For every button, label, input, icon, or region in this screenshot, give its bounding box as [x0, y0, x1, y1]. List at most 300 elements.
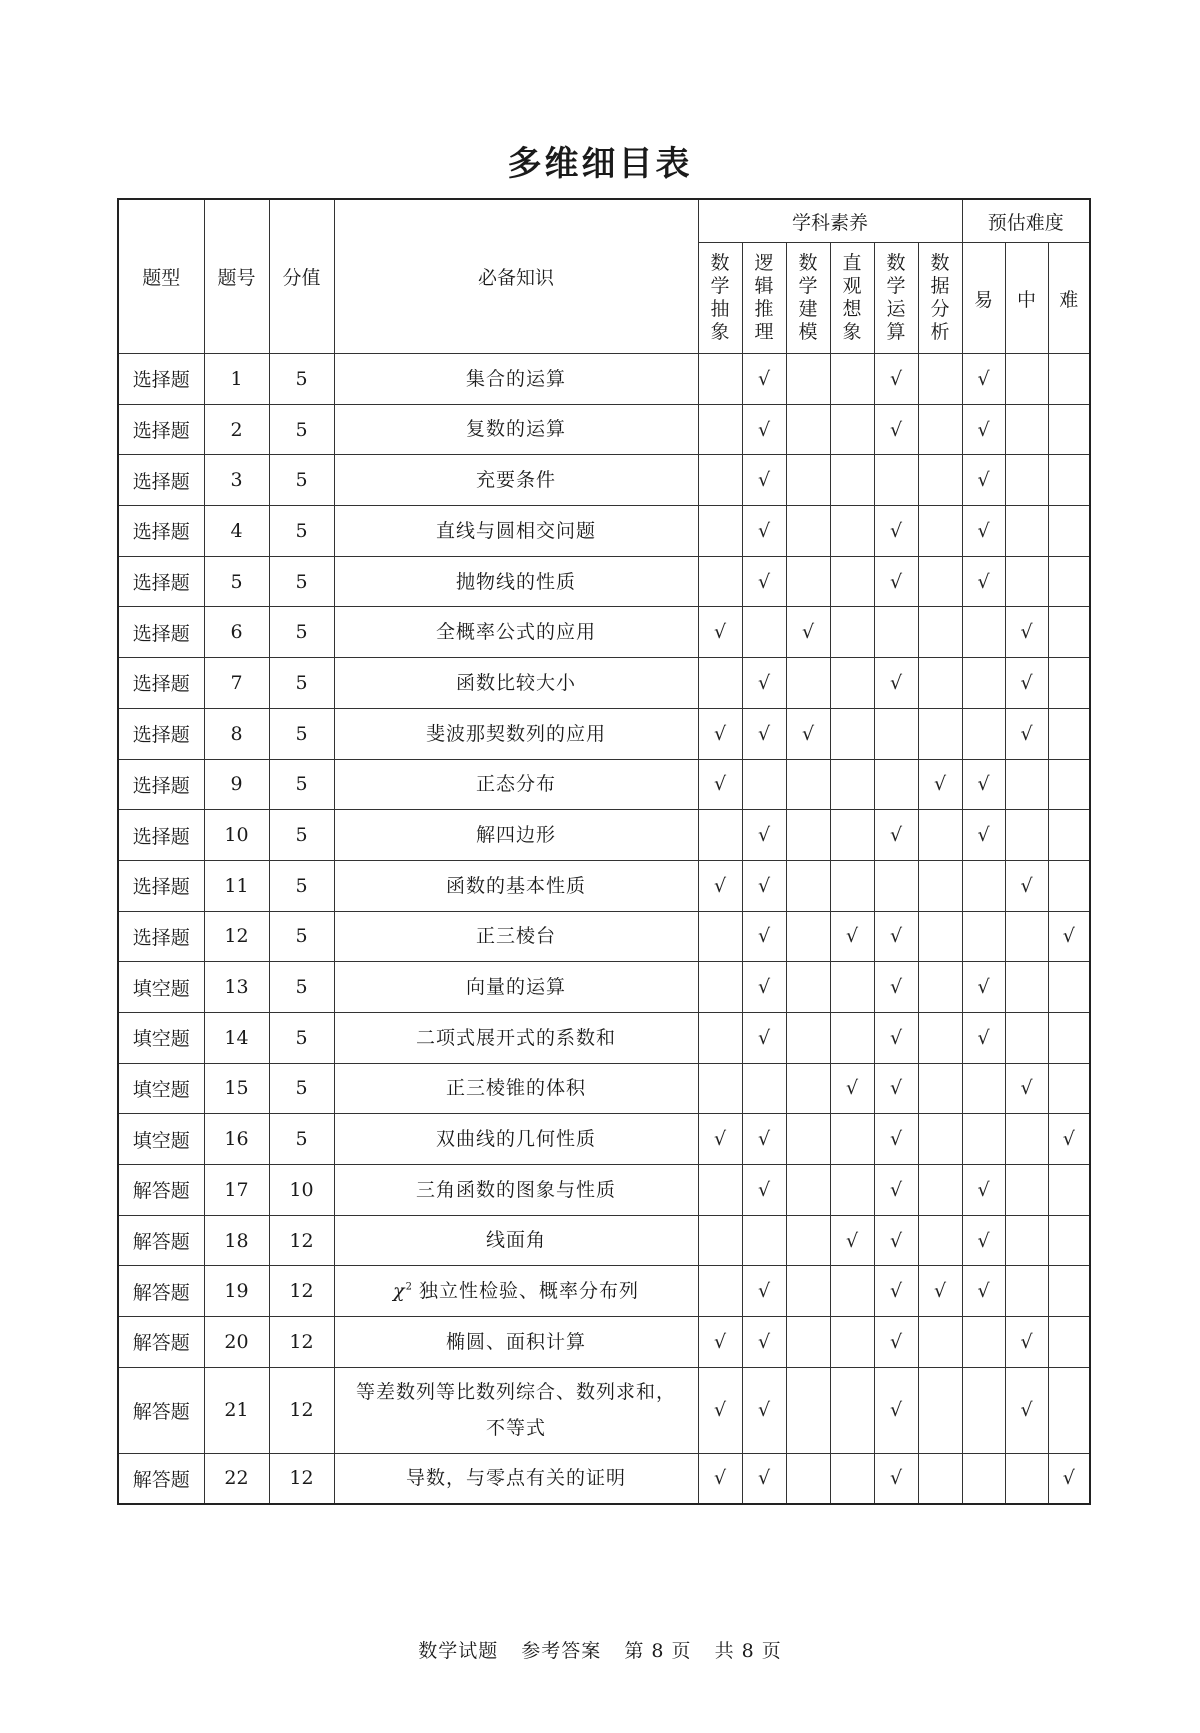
difficulty-medium-cell: [1005, 962, 1048, 1013]
table-row: [118, 1367, 1090, 1453]
difficulty-easy-cell: √: [962, 962, 1005, 1013]
literacy-data-analysis-cell: [918, 1317, 962, 1368]
literacy-data-analysis-cell: √: [918, 1266, 962, 1317]
literacy-intuition-cell: [830, 1165, 874, 1216]
table-row: [118, 708, 1090, 759]
difficulty-hard-cell: [1048, 1215, 1090, 1266]
literacy-data-analysis-cell: [918, 658, 962, 709]
difficulty-hard-cell: √: [1048, 911, 1090, 962]
literacy-modeling-cell: [786, 1063, 830, 1114]
question-type: 填空题: [118, 1114, 204, 1165]
literacy-intuition-cell: [830, 962, 874, 1013]
page-footer: [0, 1636, 1200, 1663]
topic-text: 函数比较大小: [455, 671, 576, 694]
literacy-reasoning-cell: √: [742, 354, 786, 405]
question-number: 18: [204, 1215, 269, 1266]
literacy-modeling-cell: [786, 354, 830, 405]
table-row: [118, 354, 1090, 405]
table-row: [118, 506, 1090, 557]
header-literacy-modeling: 数学建模: [786, 243, 830, 354]
question-type: 选择题: [118, 658, 204, 709]
literacy-reasoning-cell: [742, 607, 786, 658]
literacy-intuition-cell: [830, 506, 874, 557]
topic-text: 抛物线的性质: [455, 570, 576, 593]
topic-text: 等差数列等比数列综合、数列求和，: [355, 1381, 676, 1404]
question-topic: [334, 354, 698, 405]
table-row: [118, 658, 1090, 709]
table-row: [118, 556, 1090, 607]
question-type: 选择题: [118, 607, 204, 658]
literacy-abstraction-cell: [698, 1215, 742, 1266]
literacy-reasoning-cell: √: [742, 1165, 786, 1216]
question-number: 11: [204, 860, 269, 911]
question-number: 8: [204, 708, 269, 759]
question-topic: [334, 1367, 698, 1453]
question-score: 5: [269, 911, 334, 962]
topic-text: 充要条件: [475, 469, 556, 492]
literacy-data-analysis-cell: [918, 354, 962, 405]
question-type: 填空题: [118, 1012, 204, 1063]
question-topic: [334, 455, 698, 506]
question-number: 10: [204, 810, 269, 861]
table-row: [118, 1266, 1090, 1317]
footer-total: 共 8 页: [714, 1640, 782, 1662]
difficulty-medium-cell: [1005, 810, 1048, 861]
question-topic: [334, 860, 698, 911]
topic-text: 三角函数的图象与性质: [415, 1178, 616, 1201]
footer-doc: 参考答案: [521, 1640, 602, 1662]
question-number: 5: [204, 556, 269, 607]
table-row: [118, 860, 1090, 911]
difficulty-easy-cell: [962, 860, 1005, 911]
difficulty-medium-cell: √: [1005, 708, 1048, 759]
question-type: 解答题: [118, 1215, 204, 1266]
literacy-abstraction-cell: [698, 1266, 742, 1317]
literacy-data-analysis-cell: [918, 1012, 962, 1063]
literacy-abstraction-cell: [698, 1063, 742, 1114]
header-number: 题号: [204, 199, 269, 354]
question-topic: [334, 1012, 698, 1063]
question-type: 填空题: [118, 962, 204, 1013]
difficulty-easy-cell: [962, 1367, 1005, 1453]
question-score: 5: [269, 962, 334, 1013]
header-difficulty-group: 预估难度: [962, 199, 1090, 243]
literacy-reasoning-cell: √: [742, 708, 786, 759]
table-row: [118, 810, 1090, 861]
difficulty-medium-cell: [1005, 1266, 1048, 1317]
literacy-modeling-cell: [786, 1165, 830, 1216]
question-type: 选择题: [118, 455, 204, 506]
question-number: 17: [204, 1165, 269, 1216]
question-topic: [334, 1453, 698, 1504]
table-row: [118, 759, 1090, 810]
question-topic: [334, 1266, 698, 1317]
literacy-data-analysis-cell: [918, 1367, 962, 1453]
question-topic: [334, 1114, 698, 1165]
table-row: [118, 1063, 1090, 1114]
difficulty-medium-cell: [1005, 1114, 1048, 1165]
difficulty-easy-cell: [962, 658, 1005, 709]
difficulty-medium-cell: [1005, 1453, 1048, 1504]
question-type: 解答题: [118, 1367, 204, 1453]
literacy-data-analysis-cell: [918, 455, 962, 506]
difficulty-easy-cell: [962, 708, 1005, 759]
literacy-modeling-cell: [786, 1266, 830, 1317]
question-number: 6: [204, 607, 269, 658]
header-literacy-abstraction: 数学抽象: [698, 243, 742, 354]
question-score: 5: [269, 759, 334, 810]
literacy-computation-cell: √: [874, 1012, 918, 1063]
difficulty-easy-cell: √: [962, 810, 1005, 861]
literacy-reasoning-cell: √: [742, 810, 786, 861]
question-score: 5: [269, 506, 334, 557]
literacy-abstraction-cell: √: [698, 759, 742, 810]
difficulty-hard-cell: [1048, 404, 1090, 455]
difficulty-hard-cell: [1048, 860, 1090, 911]
difficulty-hard-cell: √: [1048, 1114, 1090, 1165]
question-score: 5: [269, 1114, 334, 1165]
question-number: 12: [204, 911, 269, 962]
question-type: 选择题: [118, 404, 204, 455]
literacy-modeling-cell: [786, 810, 830, 861]
difficulty-hard-cell: [1048, 658, 1090, 709]
question-type: 选择题: [118, 810, 204, 861]
literacy-abstraction-cell: √: [698, 860, 742, 911]
difficulty-medium-cell: √: [1005, 860, 1048, 911]
question-score: 5: [269, 708, 334, 759]
table-body: [118, 354, 1090, 1504]
literacy-abstraction-cell: [698, 1012, 742, 1063]
literacy-modeling-cell: [786, 860, 830, 911]
literacy-computation-cell: √: [874, 1367, 918, 1453]
literacy-modeling-cell: [786, 1367, 830, 1453]
difficulty-hard-cell: [1048, 455, 1090, 506]
question-type: 解答题: [118, 1453, 204, 1504]
literacy-computation-cell: √: [874, 810, 918, 861]
chi-square-symbol: $\chi^2$: [393, 1280, 413, 1303]
literacy-computation-cell: [874, 708, 918, 759]
question-score: 10: [269, 1165, 334, 1216]
header-literacy-group: 学科素养: [698, 199, 962, 243]
header-difficulty-medium: 中: [1005, 243, 1048, 354]
table-row: [118, 607, 1090, 658]
question-topic: [334, 810, 698, 861]
question-number: 16: [204, 1114, 269, 1165]
question-type: 填空题: [118, 1063, 204, 1114]
difficulty-hard-cell: [1048, 1063, 1090, 1114]
literacy-data-analysis-cell: [918, 404, 962, 455]
difficulty-medium-cell: √: [1005, 658, 1048, 709]
difficulty-hard-cell: [1048, 759, 1090, 810]
question-topic: [334, 556, 698, 607]
literacy-intuition-cell: [830, 354, 874, 405]
header-difficulty-easy: 易: [962, 243, 1005, 354]
question-topic: [334, 658, 698, 709]
difficulty-medium-cell: [1005, 1215, 1048, 1266]
difficulty-medium-cell: [1005, 1165, 1048, 1216]
literacy-data-analysis-cell: [918, 860, 962, 911]
difficulty-easy-cell: [962, 1114, 1005, 1165]
difficulty-hard-cell: [1048, 1266, 1090, 1317]
literacy-computation-cell: √: [874, 1215, 918, 1266]
difficulty-medium-cell: [1005, 354, 1048, 405]
literacy-reasoning-cell: √: [742, 1367, 786, 1453]
literacy-intuition-cell: [830, 759, 874, 810]
difficulty-easy-cell: √: [962, 759, 1005, 810]
literacy-data-analysis-cell: [918, 911, 962, 962]
difficulty-medium-cell: [1005, 556, 1048, 607]
difficulty-easy-cell: √: [962, 1012, 1005, 1063]
literacy-intuition-cell: [830, 1114, 874, 1165]
literacy-computation-cell: √: [874, 1063, 918, 1114]
literacy-reasoning-cell: √: [742, 860, 786, 911]
question-topic: [334, 1165, 698, 1216]
table-row: [118, 404, 1090, 455]
literacy-abstraction-cell: √: [698, 708, 742, 759]
header-literacy-reasoning: 逻辑推理: [742, 243, 786, 354]
difficulty-medium-cell: √: [1005, 1367, 1048, 1453]
literacy-intuition-cell: √: [830, 1063, 874, 1114]
literacy-computation-cell: [874, 455, 918, 506]
literacy-modeling-cell: [786, 1317, 830, 1368]
question-type: 选择题: [118, 708, 204, 759]
difficulty-easy-cell: √: [962, 556, 1005, 607]
question-topic: [334, 911, 698, 962]
literacy-reasoning-cell: √: [742, 658, 786, 709]
literacy-abstraction-cell: [698, 556, 742, 607]
question-number: 3: [204, 455, 269, 506]
literacy-intuition-cell: [830, 404, 874, 455]
literacy-computation-cell: √: [874, 1317, 918, 1368]
difficulty-hard-cell: [1048, 962, 1090, 1013]
literacy-data-analysis-cell: √: [918, 759, 962, 810]
difficulty-hard-cell: [1048, 506, 1090, 557]
topic-text: 正三棱台: [475, 925, 556, 948]
header-literacy-data-analysis: 数据分析: [918, 243, 962, 354]
difficulty-easy-cell: √: [962, 354, 1005, 405]
difficulty-hard-cell: [1048, 1317, 1090, 1368]
literacy-modeling-cell: [786, 1114, 830, 1165]
difficulty-medium-cell: [1005, 1012, 1048, 1063]
literacy-intuition-cell: [830, 810, 874, 861]
question-number: 15: [204, 1063, 269, 1114]
topic-text: 全概率公式的应用: [435, 621, 596, 644]
difficulty-medium-cell: [1005, 455, 1048, 506]
header-difficulty-hard: 难: [1048, 243, 1090, 354]
difficulty-hard-cell: [1048, 354, 1090, 405]
literacy-reasoning-cell: [742, 759, 786, 810]
literacy-modeling-cell: [786, 658, 830, 709]
difficulty-easy-cell: √: [962, 404, 1005, 455]
question-topic: [334, 759, 698, 810]
topic-text: 函数的基本性质: [445, 874, 586, 897]
question-topic: [334, 1317, 698, 1368]
difficulty-hard-cell: [1048, 1165, 1090, 1216]
literacy-reasoning-cell: √: [742, 1317, 786, 1368]
question-type: 选择题: [118, 759, 204, 810]
question-topic: [334, 962, 698, 1013]
header-literacy-intuition: 直观想象: [830, 243, 874, 354]
literacy-modeling-cell: [786, 455, 830, 506]
literacy-data-analysis-cell: [918, 1165, 962, 1216]
literacy-data-analysis-cell: [918, 1114, 962, 1165]
question-number: 4: [204, 506, 269, 557]
literacy-intuition-cell: [830, 1317, 874, 1368]
literacy-computation-cell: √: [874, 962, 918, 1013]
literacy-abstraction-cell: [698, 962, 742, 1013]
question-score: 5: [269, 1063, 334, 1114]
literacy-computation-cell: √: [874, 1453, 918, 1504]
question-number: 9: [204, 759, 269, 810]
literacy-computation-cell: √: [874, 354, 918, 405]
literacy-data-analysis-cell: [918, 607, 962, 658]
literacy-abstraction-cell: [698, 810, 742, 861]
literacy-reasoning-cell: √: [742, 455, 786, 506]
topic-text: 线面角: [485, 1229, 546, 1252]
difficulty-medium-cell: √: [1005, 607, 1048, 658]
table-row: [118, 1215, 1090, 1266]
literacy-reasoning-cell: √: [742, 556, 786, 607]
question-topic: [334, 506, 698, 557]
difficulty-easy-cell: √: [962, 455, 1005, 506]
table-row: [118, 962, 1090, 1013]
literacy-intuition-cell: [830, 658, 874, 709]
literacy-intuition-cell: [830, 1453, 874, 1504]
topic-text: 导数，与零点有关的证明: [405, 1467, 626, 1490]
header-knowledge: 必备知识: [334, 199, 698, 354]
topic-text-line2: 不等式: [485, 1417, 546, 1440]
difficulty-easy-cell: √: [962, 506, 1005, 557]
literacy-abstraction-cell: [698, 506, 742, 557]
question-score: 5: [269, 1012, 334, 1063]
literacy-data-analysis-cell: [918, 556, 962, 607]
question-topic: [334, 404, 698, 455]
literacy-computation-cell: √: [874, 506, 918, 557]
literacy-computation-cell: √: [874, 911, 918, 962]
literacy-modeling-cell: [786, 506, 830, 557]
literacy-abstraction-cell: [698, 1165, 742, 1216]
difficulty-hard-cell: [1048, 1012, 1090, 1063]
literacy-modeling-cell: [786, 962, 830, 1013]
question-score: 12: [269, 1367, 334, 1453]
literacy-data-analysis-cell: [918, 506, 962, 557]
literacy-modeling-cell: [786, 911, 830, 962]
question-type: 选择题: [118, 506, 204, 557]
literacy-reasoning-cell: √: [742, 1012, 786, 1063]
difficulty-easy-cell: √: [962, 1165, 1005, 1216]
literacy-data-analysis-cell: [918, 810, 962, 861]
question-number: 20: [204, 1317, 269, 1368]
topic-text: 正三棱锥的体积: [445, 1077, 586, 1100]
question-score: 12: [269, 1453, 334, 1504]
question-score: 5: [269, 607, 334, 658]
page-title: 多维细目表: [507, 144, 693, 184]
literacy-abstraction-cell: √: [698, 1453, 742, 1504]
literacy-abstraction-cell: [698, 455, 742, 506]
literacy-reasoning-cell: √: [742, 404, 786, 455]
question-score: 12: [269, 1215, 334, 1266]
topic-text: 正态分布: [475, 773, 556, 796]
question-type: 选择题: [118, 911, 204, 962]
question-score: 5: [269, 404, 334, 455]
literacy-data-analysis-cell: [918, 962, 962, 1013]
question-topic: [334, 708, 698, 759]
literacy-reasoning-cell: [742, 1063, 786, 1114]
literacy-reasoning-cell: √: [742, 1114, 786, 1165]
literacy-intuition-cell: [830, 860, 874, 911]
topic-text: 独立性检验、概率分布列: [418, 1280, 639, 1303]
table-row: [118, 1453, 1090, 1504]
literacy-reasoning-cell: √: [742, 1266, 786, 1317]
table-row: [118, 1012, 1090, 1063]
literacy-computation-cell: √: [874, 658, 918, 709]
literacy-abstraction-cell: √: [698, 1317, 742, 1368]
question-score: 5: [269, 455, 334, 506]
literacy-intuition-cell: [830, 1266, 874, 1317]
literacy-computation-cell: √: [874, 404, 918, 455]
literacy-abstraction-cell: [698, 404, 742, 455]
table-row: [118, 1114, 1090, 1165]
literacy-computation-cell: √: [874, 556, 918, 607]
literacy-abstraction-cell: [698, 658, 742, 709]
question-topic: [334, 1063, 698, 1114]
topic-text: 向量的运算: [465, 976, 566, 999]
difficulty-medium-cell: √: [1005, 1063, 1048, 1114]
literacy-abstraction-cell: √: [698, 1114, 742, 1165]
difficulty-medium-cell: [1005, 759, 1048, 810]
table-row: [118, 1165, 1090, 1216]
topic-text: 解四边形: [475, 823, 556, 846]
question-type: 解答题: [118, 1317, 204, 1368]
literacy-reasoning-cell: √: [742, 911, 786, 962]
question-number: 1: [204, 354, 269, 405]
question-number: 13: [204, 962, 269, 1013]
literacy-reasoning-cell: √: [742, 506, 786, 557]
literacy-abstraction-cell: √: [698, 607, 742, 658]
literacy-intuition-cell: [830, 455, 874, 506]
topic-text: 集合的运算: [465, 367, 566, 390]
literacy-computation-cell: [874, 607, 918, 658]
literacy-intuition-cell: [830, 1012, 874, 1063]
literacy-modeling-cell: [786, 404, 830, 455]
difficulty-easy-cell: [962, 1063, 1005, 1114]
literacy-modeling-cell: [786, 1012, 830, 1063]
difficulty-hard-cell: √: [1048, 1453, 1090, 1504]
literacy-intuition-cell: √: [830, 1215, 874, 1266]
difficulty-easy-cell: [962, 607, 1005, 658]
difficulty-hard-cell: [1048, 810, 1090, 861]
literacy-modeling-cell: [786, 1215, 830, 1266]
literacy-computation-cell: √: [874, 1114, 918, 1165]
literacy-reasoning-cell: √: [742, 1453, 786, 1504]
literacy-abstraction-cell: [698, 911, 742, 962]
literacy-data-analysis-cell: [918, 1215, 962, 1266]
difficulty-medium-cell: [1005, 911, 1048, 962]
question-score: 5: [269, 658, 334, 709]
header-literacy-computation: 数学运算: [874, 243, 918, 354]
literacy-computation-cell: √: [874, 1266, 918, 1317]
question-score: 5: [269, 354, 334, 405]
literacy-modeling-cell: [786, 759, 830, 810]
literacy-modeling-cell: [786, 1453, 830, 1504]
topic-text: 复数的运算: [465, 418, 566, 441]
question-topic: [334, 607, 698, 658]
question-number: 14: [204, 1012, 269, 1063]
question-score: 12: [269, 1317, 334, 1368]
literacy-computation-cell: [874, 759, 918, 810]
difficulty-easy-cell: [962, 1317, 1005, 1368]
table-row: [118, 911, 1090, 962]
